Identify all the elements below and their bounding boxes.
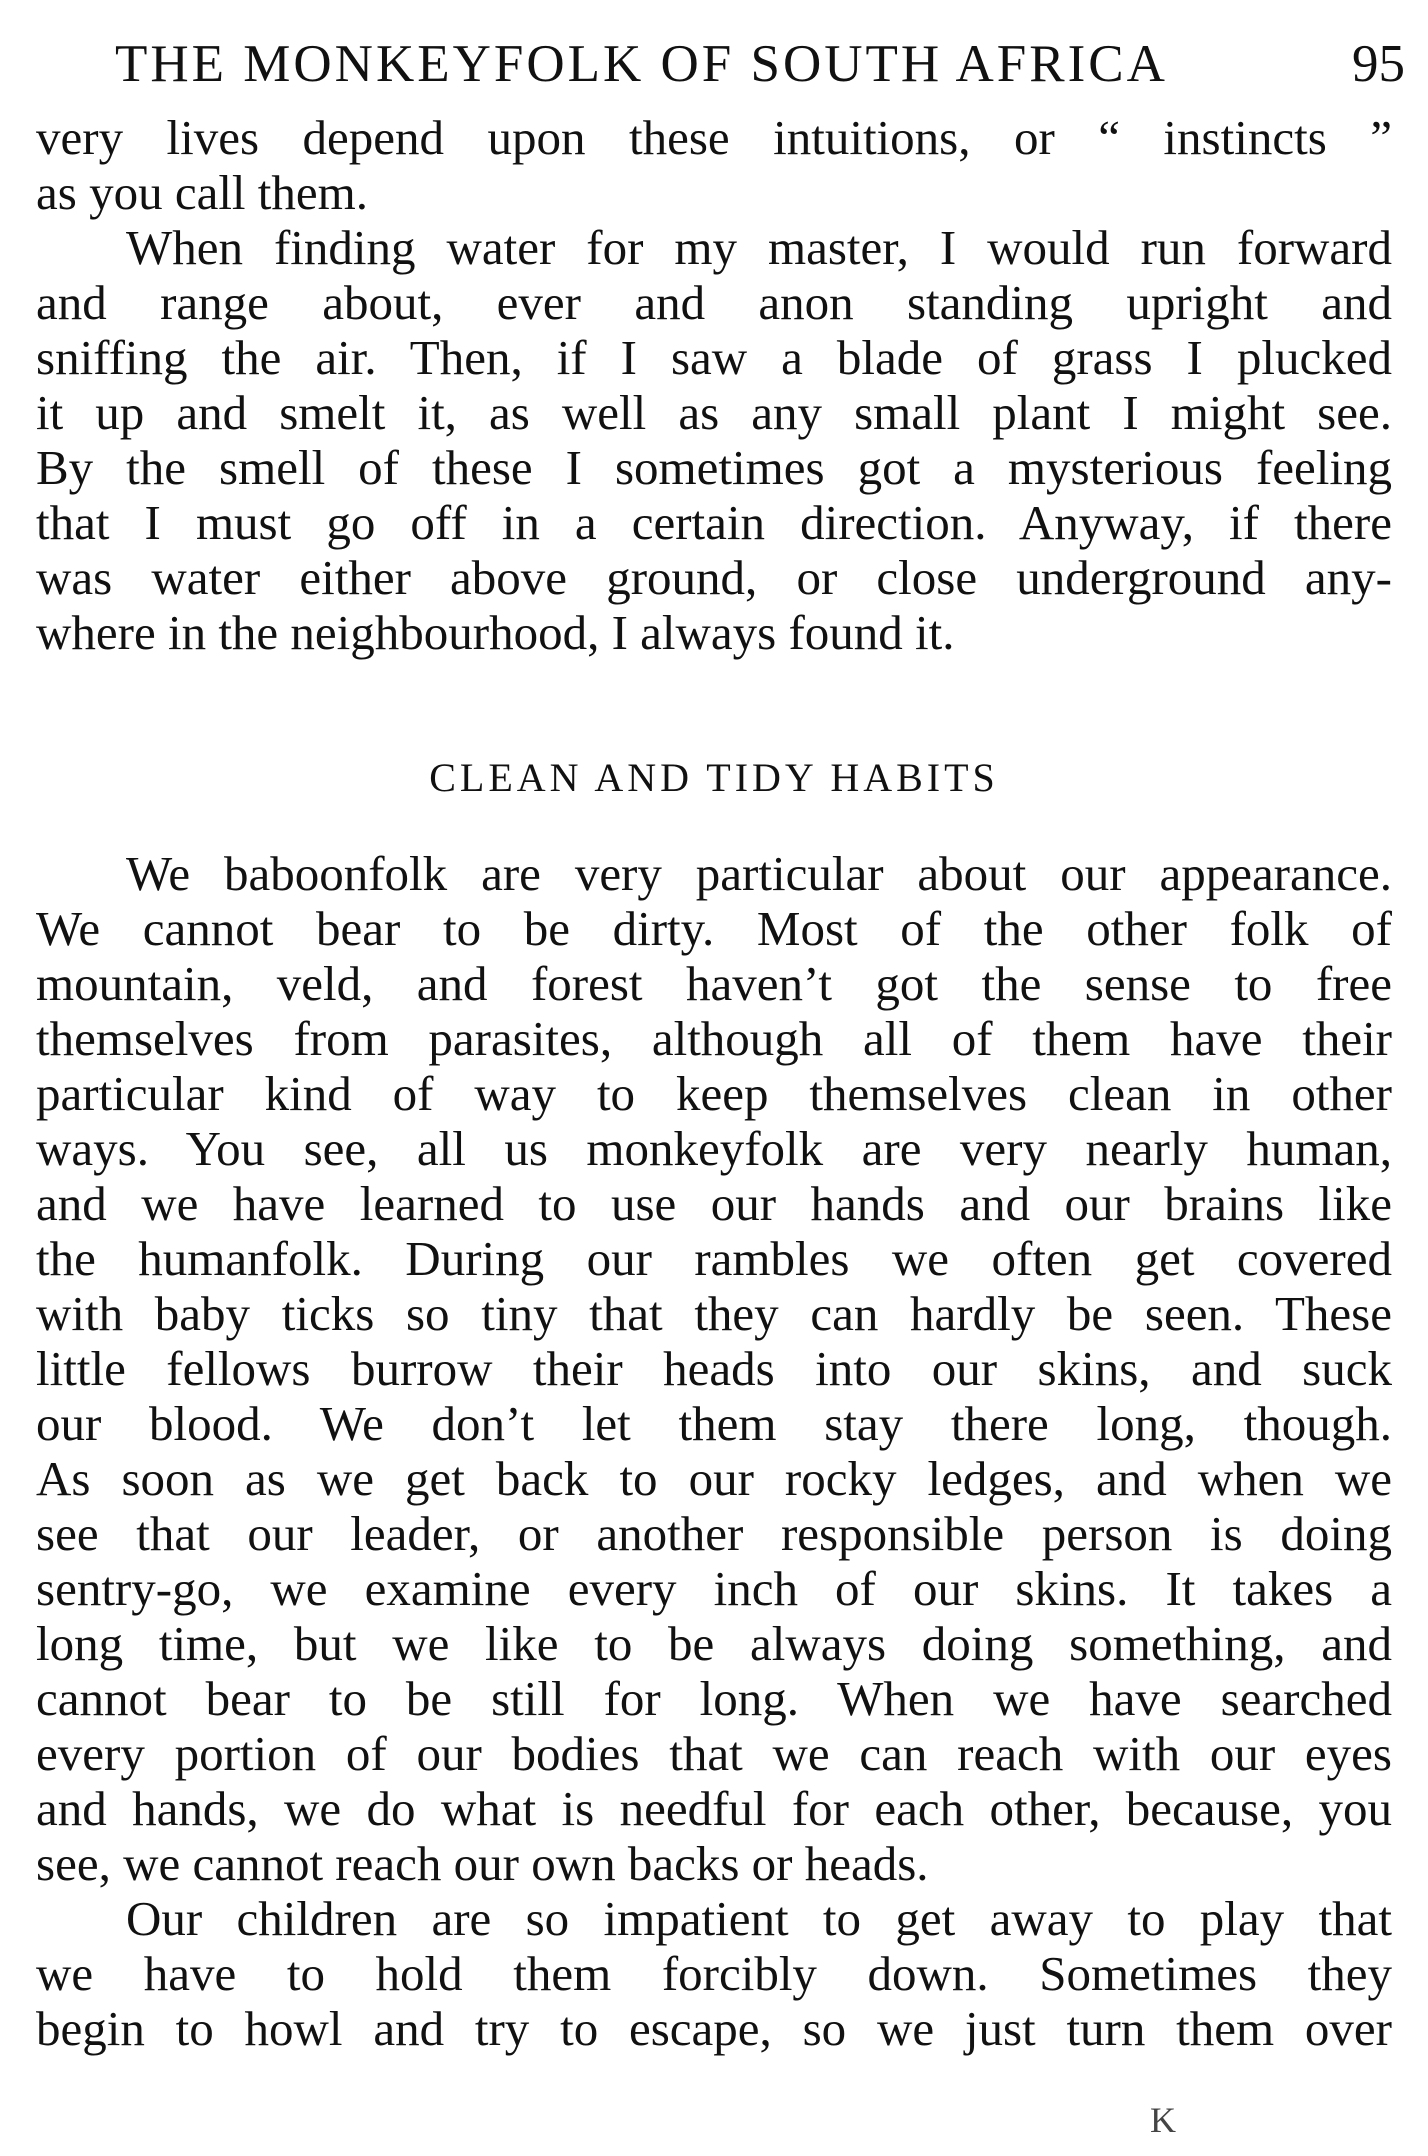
text-line: Our children are so impatient to get away to play that [126, 1891, 1392, 1946]
section-heading: CLEAN AND TIDY HABITS [429, 755, 999, 800]
running-title: THE MONKEYFOLK OF SOUTH AFRICA [115, 35, 1168, 93]
text-line: as you call them. [36, 165, 369, 220]
text-line: see that our leader, or another responsible person is doing [36, 1506, 1392, 1561]
text-line: the humanfolk. During our rambles we often get covered [36, 1231, 1392, 1286]
page-number: 95 [1352, 35, 1405, 93]
text-line: see, we cannot reach our own backs or heads. [36, 1836, 929, 1891]
text-line: themselves from parasites, although all of them have their [36, 1011, 1392, 1066]
text-line: with baby ticks so tiny that they can hardly be seen. These [36, 1286, 1392, 1341]
running-head [115, 24, 1405, 104]
text-line: our blood. We don’t let them stay there long, though. [36, 1396, 1392, 1451]
text-line: We cannot bear to be dirty. Most of the other folk of [36, 901, 1392, 956]
text-line: it up and smelt it, as well as any small plant I might see. [36, 385, 1392, 440]
text-line: was water either above ground, or close underground any- [36, 550, 1392, 605]
section-paragraphs [36, 846, 1392, 2056]
text-line: where in the neighbourhood, I always found it. [36, 605, 955, 660]
text-line: long time, but we like to be always doing something, and [36, 1616, 1392, 1671]
text-line: and we have learned to use our hands and our brains like [36, 1176, 1392, 1231]
text-line: As soon as we get back to our rocky ledges, and when we [36, 1451, 1392, 1506]
text-line: cannot bear to be still for long. When we have searched [36, 1671, 1392, 1726]
text-line: By the smell of these I sometimes got a mysterious feeling [36, 440, 1392, 495]
text-line: mountain, veld, and forest haven’t got the sense to free [36, 956, 1392, 1011]
text-line: particular kind of way to keep themselves clean in other [36, 1066, 1392, 1121]
text-line: little fellows burrow their heads into our skins, and suck [36, 1341, 1392, 1396]
signature-mark: K [1150, 2100, 1176, 2140]
text-line: and hands, we do what is needful for each other, because, you [36, 1781, 1392, 1836]
text-line: sniffing the air. Then, if I saw a blade of grass I plucked [36, 330, 1392, 385]
text-line: When finding water for my master, I would run forward [126, 220, 1392, 275]
text-line: and range about, ever and anon standing upright and [36, 275, 1392, 330]
continued-paragraphs [36, 110, 1392, 660]
text-line: sentry-go, we examine every inch of our skins. It takes a [36, 1561, 1392, 1616]
text-line: that I must go off in a certain direction. Anyway, if there [36, 495, 1392, 550]
text-line: very lives depend upon these intuitions, or “ instincts ” [36, 110, 1392, 165]
text-line: we have to hold them forcibly down. Sometimes they [36, 1946, 1392, 2001]
text-line: ways. You see, all us monkeyfolk are very nearly human, [36, 1121, 1392, 1176]
text-line: We baboonfolk are very particular about our appearance. [126, 846, 1392, 901]
text-line: begin to howl and try to escape, so we just turn them over [36, 2001, 1392, 2056]
text-line: every portion of our bodies that we can reach with our eyes [36, 1726, 1392, 1781]
